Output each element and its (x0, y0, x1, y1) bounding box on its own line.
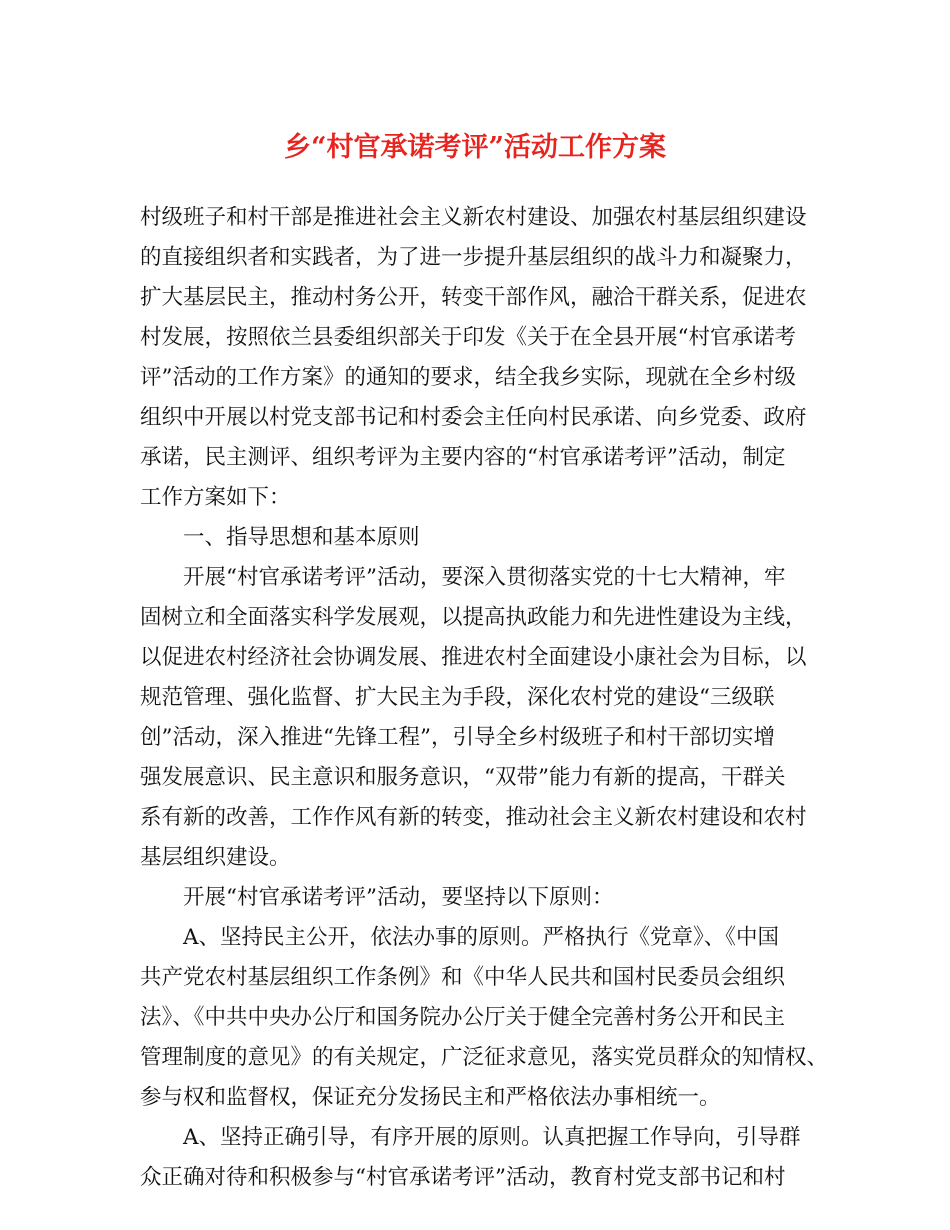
body-line: 规范管理、强化监督、扩大民主为手段，深化农村党的建设“三级联 (140, 685, 775, 710)
body-line: 法》、《中共中央办公厅和国务院办公厅关于健全完善村务公开和民主 (140, 1005, 786, 1030)
body-line: 组织中开展以村党支部书记和村委会主任向村民承诺、向乡党委、政府 (140, 405, 807, 430)
body-line: 工作方案如下： (140, 485, 291, 510)
body-line: 以促进农村经济社会协调发展、推进农村全面建设小康社会为目标，以 (140, 645, 807, 670)
body-line: 共产党农村基层组织工作条例》和《中华人民共和国村民委员会组织 (140, 965, 786, 990)
body-line: 扩大基层民主，推动村务公开，转变干部作风，融洽干群关系，促进农 (140, 285, 807, 310)
body-line: 的直接组织者和实践者，为了进一步提升基层组织的战斗力和凝聚力， (140, 245, 807, 270)
body-line: 开展“村官承诺考评”活动，要深入贯彻落实党的十七大精神，牢 (183, 565, 786, 590)
section-heading: 一、指导思想和基本原则 (183, 525, 420, 550)
document-body (140, 198, 829, 1198)
document-title: 乡“村官承诺考评”活动工作方案 (283, 132, 667, 163)
body-line: 评”活动的工作方案》的通知的要求，结全我乡实际，现就在全乡村级 (140, 365, 796, 390)
body-line: 承诺，民主测评、组织考评为主要内容的“村官承诺考评”活动，制定 (140, 445, 786, 470)
body-line: 创”活动，深入推进“先锋工程”，引导全乡村级班子和村干部切实增 (140, 725, 775, 750)
body-line: 系有新的改善，工作作风有新的转变，推动社会主义新农村建设和农村 (140, 805, 807, 830)
body-line: 管理制度的意见》的有关规定，广泛征求意见，落实党员群众的知情权、 (140, 1045, 829, 1070)
body-line: A、坚持正确引导，有序开展的原则。认真把握工作导向，引导群 (183, 1125, 801, 1150)
body-line: 基层组织建设。 (140, 845, 291, 870)
body-line: 村级班子和村干部是推进社会主义新农村建设、加强农村基层组织建设 (140, 205, 807, 230)
body-line: 参与权和监督权，保证充分发扬民主和严格依法办事相统一。 (140, 1085, 721, 1110)
body-line: 固树立和全面落实科学发展观，以提高执政能力和先进性建设为主线， (140, 605, 807, 630)
body-line: 强发展意识、民主意识和服务意识，“双带”能力有新的提高，干群关 (140, 765, 786, 790)
body-line: 村发展，按照依兰县委组织部关于印发《关于在全县开展“村官承诺考 (140, 325, 796, 350)
body-line: 众正确对待和积极参与“村官承诺考评”活动，教育村党支部书记和村 (140, 1165, 786, 1190)
body-line: 开展“村官承诺考评”活动，要坚持以下原则： (183, 885, 614, 910)
body-line: A、坚持民主公开，依法办事的原则。严格执行《党章》、《中国 (183, 925, 780, 950)
